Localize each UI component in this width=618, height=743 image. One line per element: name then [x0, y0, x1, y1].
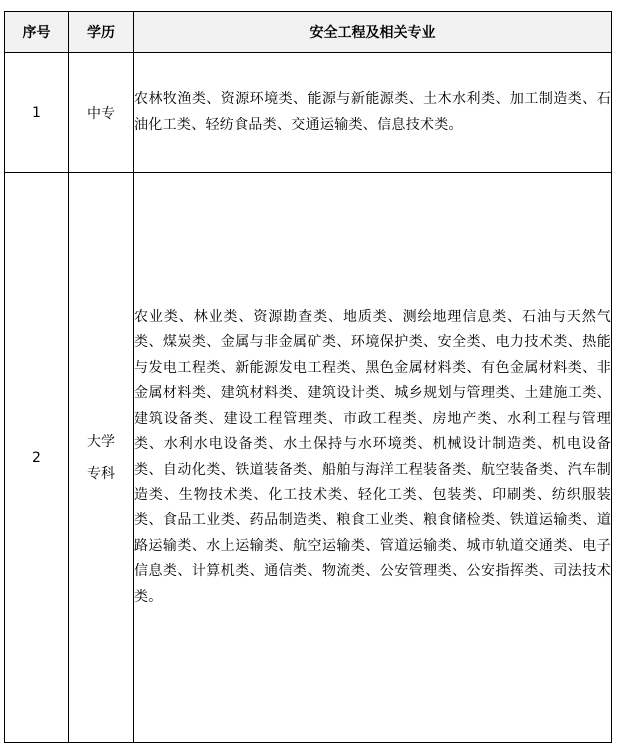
row-major-list: 农业类、林业类、资源勘查类、地质类、测绘地理信息类、石油与天然气类、煤炭类、金属与非金属矿类、环境保护类、安全类、电力技术类、热能与发电工程类、新能源发电工程类、黑色金属材料类、有色金属材料类、非金属材料类、建筑材料类、建筑设计类、城乡规划与管理类、土建施工类、建筑设备类、建设工程管理类、市政工程类、房地产类、水利工程与管理类、水利水电设备类、水土保持与水环境类、机械设计制造类、机电设备类、自动化类、铁道装备类、船舶与海洋工程装备类、航空装备类、汽车制造类、生物技术类、化工技术类、轻化工类、包装类、印刷类、纺织服装类、食品工业类、药品制造类、粮食工业类、粮食储检类、铁道运输类、道路运输类、水上运输类、航空运输类、管道运输类、城市轨道交通类、电子信息类、计算机类、通信类、物流类、公安管理类、公安指挥类、司法技术类。 [134, 173, 612, 743]
row-education: 中专 [69, 53, 134, 173]
education-line-2: 专科 [87, 465, 115, 482]
row-serial-number: 2 [5, 173, 69, 743]
header-serial-number: 序号 [5, 12, 69, 53]
row-serial-number: 1 [5, 53, 69, 173]
header-education: 学历 [69, 12, 134, 53]
table-header-row [5, 12, 612, 53]
table-row [5, 53, 612, 173]
education-line-1: 大学 [87, 433, 115, 450]
row-education [69, 173, 134, 743]
major-requirements-table [4, 11, 612, 743]
header-major: 安全工程及相关专业 [134, 12, 612, 53]
row-major-list: 农林牧渔类、资源环境类、能源与新能源类、土木水利类、加工制造类、石油化工类、轻纺食品类、交通运输类、信息技术类。 [134, 53, 612, 173]
table-row [5, 173, 612, 743]
